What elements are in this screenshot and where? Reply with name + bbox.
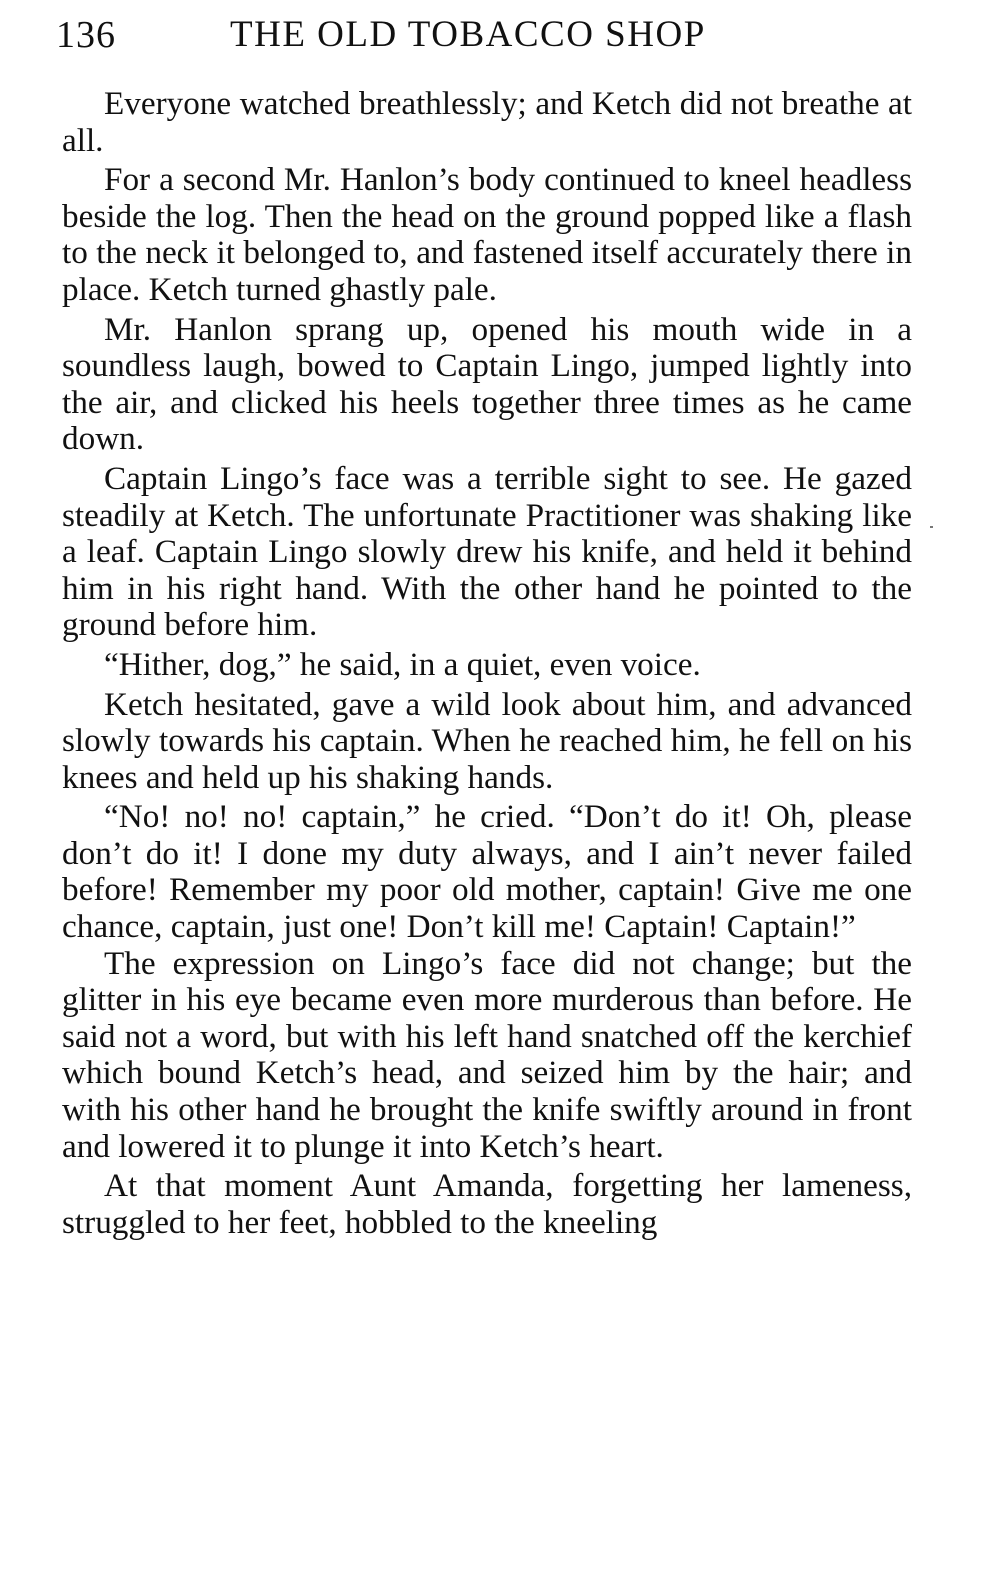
paragraph: Ketch hesitated, gave a wild look about him, and advanced slowly towards his captain. When he reached him, he fell on his knees and held up his shaking hands. [62,685,912,796]
paragraph: “No! no! no! captain,” he cried. “Don’t do it! Oh, please don’t do it! I done my duty always, and I ain’t never failed before! Remember my poor old mother, captain! Give me one chance, captain, just one! Don’t kill me! Captain! Captain!” [62,798,912,946]
paragraph: “Hither, dog,” he said, in a quiet, even voice. [104,645,701,683]
paragraph: For a second Mr. Hanlon’s body continued to kneel headless beside the log. Then the head on the ground popped like a flash to the neck it belonged to, and fastened itself accurately there in place. Ketch turned ghastly pale. [62,161,912,308]
paragraph: Mr. Hanlon sprang up, opened his mouth wide in a soundless laugh, bowed to Captain Lingo, jumped lightly into the air, and clicked his heels together three times as he came down. [62,310,912,458]
paragraph: At that moment Aunt Amanda, forgetting her lameness, struggled to her feet, hobbled to the kneeling [62,1167,912,1241]
page-header [56,10,916,60]
paragraph: The expression on Lingo’s face did not change; but the glitter in his eye became even more murderous than before. He said not a word, but with his left hand snatched off the kerchief which bound Ketch’s head, and seized him by the hair; and with his other hand he brought the knife swiftly around in front and lowered it to plunge it into Ketch’s heart. [62,944,912,1165]
paragraph: Everyone watched breathlessly; and Ketch did not breathe at all. [62,85,912,159]
ink-speck [930,526,933,528]
page-number: 136 [56,14,116,56]
running-head: THE OLD TOBACCO SHOP [230,14,706,55]
body-text [62,86,912,1241]
paragraph: Captain Lingo’s face was a terrible sight to see. He gazed steadily at Ketch. The unfortunate Practitioner was shaking like a leaf. Captain Lingo slowly drew his knife, and held it behind him in his right hand. With the other hand he pointed to the ground before him. [62,459,912,644]
